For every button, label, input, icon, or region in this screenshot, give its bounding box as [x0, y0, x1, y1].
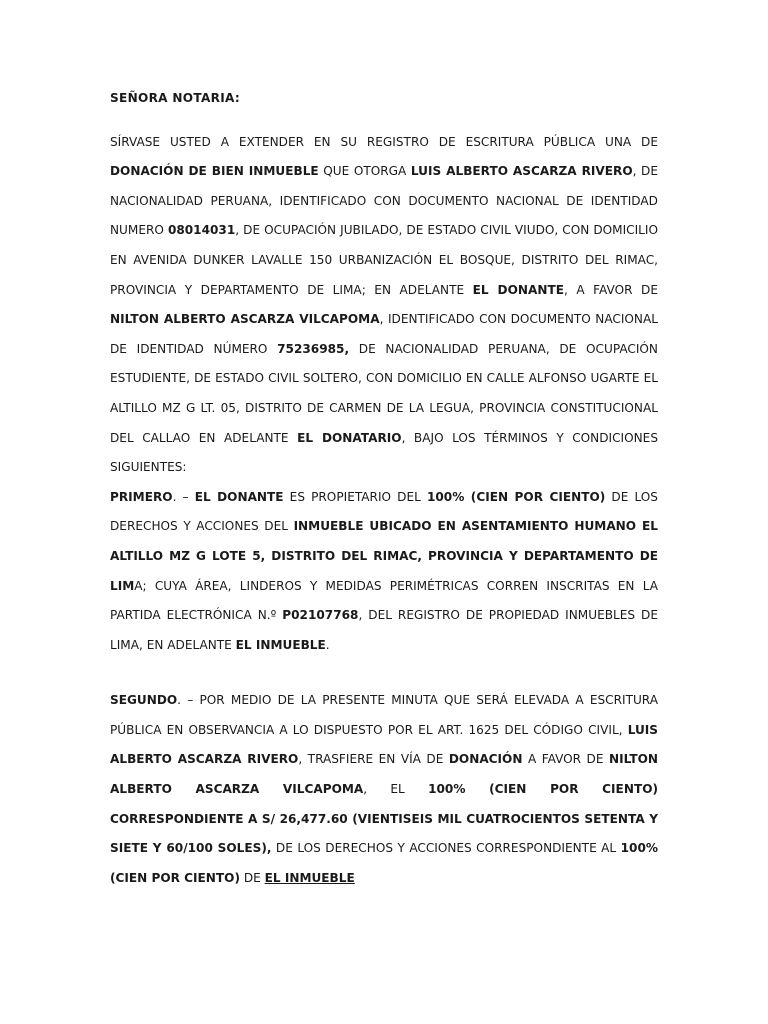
text-run: DE LOS DERECHOS Y ACCIONES CORRESPONDIENTE AL [271, 841, 621, 856]
bold-run: EL DONANTE [472, 282, 564, 297]
bold-run: LUIS ALBERTO ASCARZA RIVERO [110, 722, 658, 767]
text-run: , A FAVOR DE [563, 282, 658, 297]
text-run: DE NACIONALIDAD PERUANA, DE OCUPACIÓN ESTUDIENTE, DE ESTADO CIVIL SOLTERO, CON DOMICILIO EN CALLE ALFONSO UGARTE EL ALTILLO MZ G LT. 05, DISTRITO DE CARMEN DE LA LEGUA, PROVINCIA CONSTITUCIONAL DEL CALLAO EN ADELANTE [110, 341, 658, 445]
text-run: SÍRVASE USTED A EXTENDER EN SU REGISTRO DE ESCRITURA PÚBLICA UNA DE [110, 134, 658, 149]
clause-title: SEGUNDO [110, 693, 178, 708]
text-run: DE LOS DERECHOS Y ACCIONES DEL [110, 489, 658, 534]
text-run: , TRASFIERE EN VÍA DE [298, 752, 449, 767]
text-run: . [325, 637, 330, 652]
bold-run: 100% (CIEN POR CIENTO) [426, 489, 606, 504]
text-run: ES PROPIETARIO DEL [283, 489, 427, 504]
bold-run: LUIS ALBERTO ASCARZA RIVERO [410, 164, 633, 179]
text-run: . – POR MEDIO DE LA PRESENTE MINUTA QUE SERÁ ELEVADA A ESCRITURA PÚBLICA EN OBSERVANCIA A LO DISPUESTO POR EL ART. 1625 DEL CÓDIGO CIVIL, [110, 693, 658, 737]
bold-run: NILTON ALBERTO ASCARZA VILCAPOMA [110, 752, 658, 797]
bold-run: 75236985, [277, 341, 350, 356]
text-run: A FAVOR DE [522, 752, 610, 767]
bold-run: EL DONATARIO [297, 430, 402, 445]
underlined-run: EL INMUEBLE [264, 870, 355, 885]
bold-run: 100% (CIEN POR CIENTO) [110, 841, 658, 885]
document-body [110, 84, 658, 893]
bold-run: NILTON ALBERTO ASCARZA VILCAPOMA [110, 312, 380, 327]
bold-run: 100% (CIEN POR CIENTO) CORRESPONDIENTE A S/ 26,477.60 (VIENTISEIS MIL CUATROCIENTOS SETENTA Y SIETE Y 60/100 SOLES), [110, 782, 658, 856]
text-run: A; CUYA ÁREA, LINDEROS Y MEDIDAS PERIMÉTRICAS CORREN INSCRITAS EN LA PARTIDA ELECTRÓNICA N.º [110, 578, 658, 623]
bold-run: DONACIÓN [448, 752, 523, 767]
text-run: QUE OTORGA [318, 164, 411, 179]
bold-run: P02107768 [282, 608, 359, 623]
bold-run: 08014031 [167, 223, 236, 238]
text-run: , DE NACIONALIDAD PERUANA, IDENTIFICADO CON DOCUMENTO NACIONAL DE IDENTIDAD NUMERO [110, 164, 658, 238]
text-run: , IDENTIFICADO CON DOCUMENTO NACIONAL DE IDENTIDAD NÚMERO [110, 312, 658, 356]
text-run: . – [172, 489, 195, 504]
intro-paragraph [110, 128, 658, 483]
bold-run: EL DONANTE [194, 489, 284, 504]
clause-segundo [110, 686, 658, 893]
text-run: , DE OCUPACIÓN JUBILADO, DE ESTADO CIVIL VIUDO, CON DOMICILIO EN AVENIDA DUNKER LAVALLE 150 URBANIZACIÓN EL BOSQUE, DISTRITO DEL RIMAC, PROVINCIA Y DEPARTAMENTO DE LIMA; EN ADELANTE [110, 223, 658, 297]
bold-run: EL INMUEBLE [235, 637, 326, 652]
clause-title: PRIMERO [110, 489, 173, 504]
heading: SEÑORA NOTARIA: [110, 91, 241, 105]
text-run: , BAJO LOS TÉRMINOS Y CONDICIONES SIGUIENTES: [110, 430, 658, 475]
text-run: , EL [363, 782, 429, 797]
text-run: , DEL REGISTRO DE PROPIEDAD INMUEBLES DE LIMA, EN ADELANTE [110, 608, 658, 652]
bold-run: DONACIÓN DE BIEN INMUEBLE [110, 164, 319, 179]
clause-primero [110, 483, 658, 661]
text-run: DE [239, 870, 265, 885]
bold-run: INMUEBLE UBICADO EN ASENTAMIENTO HUMANO EL ALTILLO MZ G LOTE 5, DISTRITO DEL RIMAC, PROVINCIA Y DEPARTAMENTO DE LIM [110, 519, 658, 593]
